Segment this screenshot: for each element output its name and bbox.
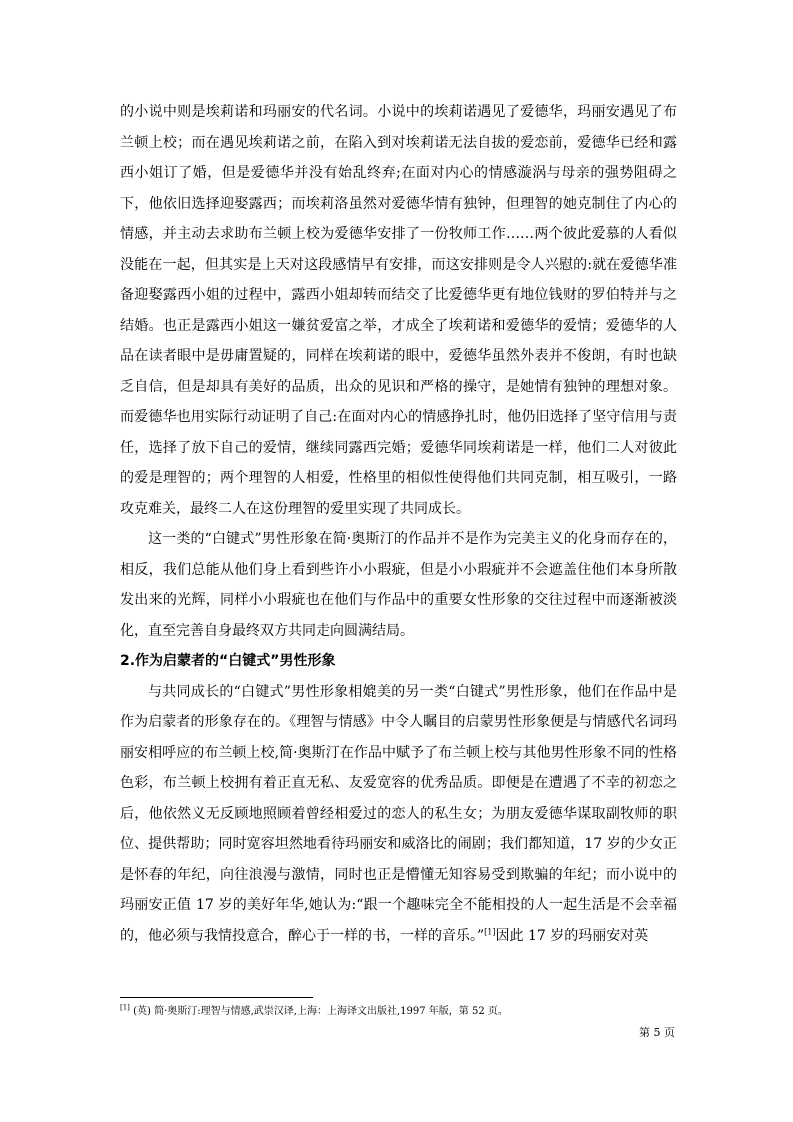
body-text xyxy=(120,97,677,951)
paragraph-3-text: 与共同成长的“白键式”男性形象相媲美的另一类“白键式”男性形象，他们在作品中是作为启蒙者的形象存在的。《理智与情感》中令人瞩目的启蒙男性形象便是与情感代名词玛丽安相呼应的布兰顿上校,简·奥斯汀在作品中赋予了布兰顿上校与其他男性形象不同的性格色彩，布兰顿上校拥有着正直无私、友爱宽容的优秀品质。即便是在遭遇了不幸的初恋之后，他依然义无反顾地照顾着曾经相爱过的恋人的私生女；为朋友爱德华谋取副牧师的职位、提供帮助；同时宽容坦然地看待玛丽安和威洛比的闹剧；我们都知道，17 岁的少女正是怀春的年纪，向往浪漫与激情，同时也正是懵懂无知容易受到欺骗的年纪；而小说中的玛丽安正值 17 岁的美好年华,她认为:“跟一个趣味完全不能相投的人一起生活是不会幸福的，他必须与我情投意合，醉心于一样的书，一样的音乐。” xyxy=(120,683,677,944)
footnote-divider xyxy=(120,997,313,998)
footnote-text: (英) 简·奥斯汀:理智与情感,武崇汉译,上海：上海译文出版社,1997 年版，第 52 页。 xyxy=(129,1006,508,1017)
paragraph-3 xyxy=(120,677,677,952)
footnote-reference[interactable]: [1] xyxy=(484,926,496,936)
paragraph-1: 的小说中则是埃莉诺和玛丽安的代名词。小说中的埃莉诺遇见了爱德华，玛丽安遇见了布兰顿上校；而在遇见埃莉诺之前，在陷入到对埃莉诺无法自拔的爱恋前，爱德华已经和露西小姐订了婚，但是爱德华并没有始乱终弃;在面对内心的情感漩涡与母亲的强势阻碍之下，他依旧选择迎娶露西；而埃莉洛虽然对爱德华情有独钟，但理智的她克制住了内心的情感，并主动去求助布兰顿上校为爱德华安排了一份牧师工作……两个彼此爱慕的人看似没能在一起，但其实是上天对这段感情早有安排，而这安排则是令人兴慰的:就在爱德华准备迎娶露西小姐的过程中，露西小姐却转而结交了比爱德华更有地位钱财的罗伯特并与之结婚。也正是露西小姐这一嫌贫爱富之举，才成全了埃莉诺和爱德华的爱情；爱德华的人品在读者眼中是毋庸置疑的，同样在埃莉诺的眼中，爱德华虽然外表并不俊朗，有时也缺乏自信，但是却具有美好的品质，出众的见识和严格的操守，是她情有独钟的理想对象。而爱德华也用实际行动证明了自己:在面对内心的情感挣扎时，他仍旧选择了坚守信用与责任，选择了放下自己的爱情，继续同露西完婚；爱德华同埃莉诺是一样，他们二人对彼此的爱是理智的；两个理智的人相爱，性格里的相似性使得他们共同克制，相互吸引，一路攻克难关，最终二人在这份理智的爱里实现了共同成长。 xyxy=(120,104,677,517)
paragraph-2: 这一类的“白键式”男性形象在简·奥斯汀的作品并不是作为完美主义的化身而存在的，相反，我们总能从他们身上看到些许小小瑕疵，但是小小瑕疵并不会遮盖住他们本身所散发出来的光辉，同样小小瑕疵也在他们与作品中的重要女性形象的交往过程中而逐渐被淡化，直至完善自身最终双方共同走向圆满结局。 xyxy=(120,531,677,639)
section-heading: 2.作为启蒙者的“白键式”男性形象 xyxy=(120,653,336,669)
footnote xyxy=(120,1005,680,1019)
footnote-marker: [1] xyxy=(120,1003,130,1012)
page-number: 第 5 页 xyxy=(639,1026,675,1039)
paragraph-3-tail: 因此 17 岁的玛丽安对英 xyxy=(495,927,649,944)
